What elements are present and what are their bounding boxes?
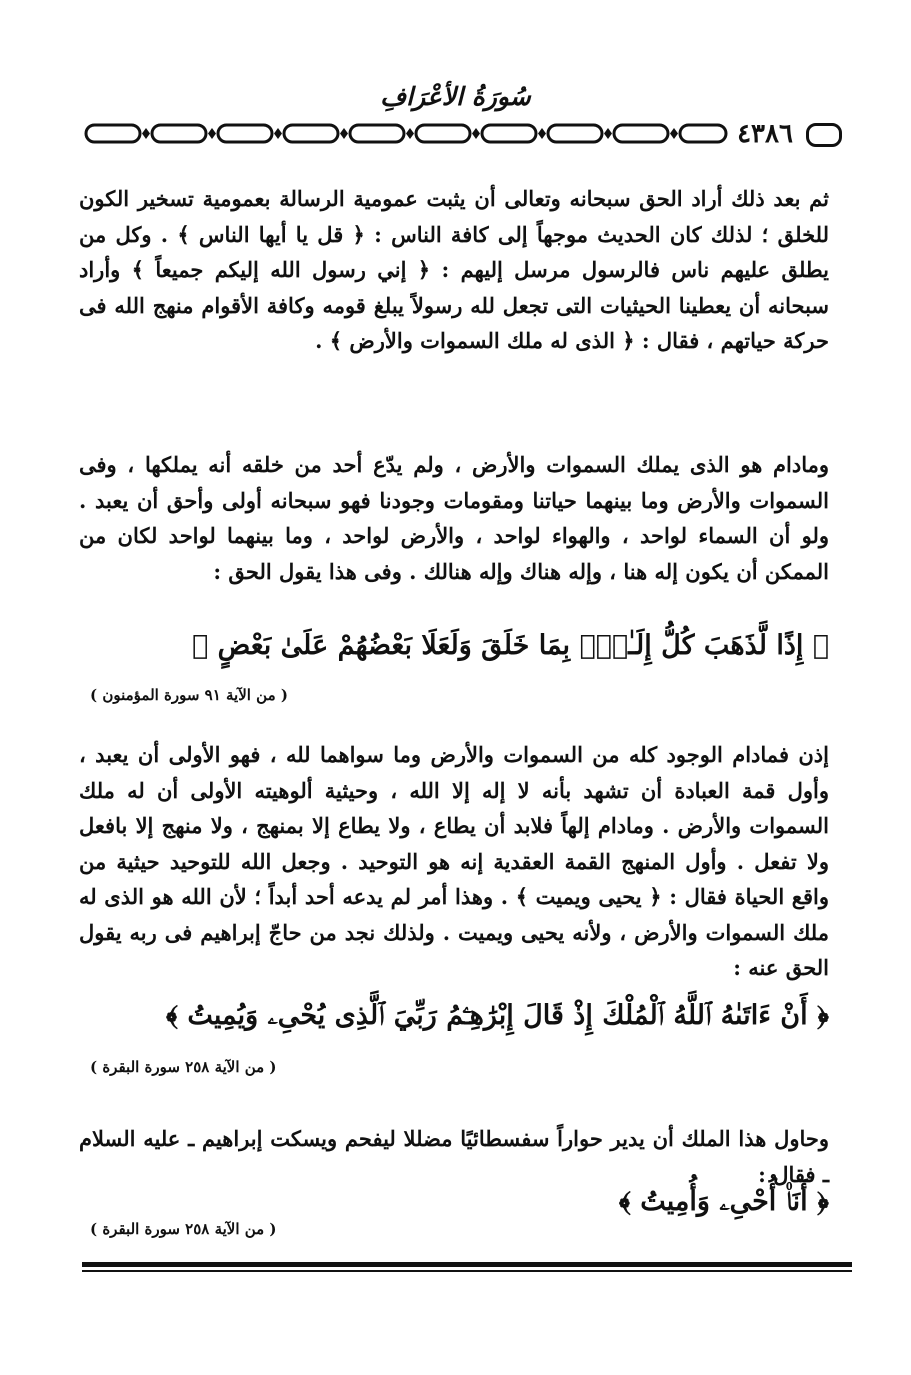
- footer-rule-thin: [82, 1270, 852, 1272]
- paragraph-2: ومادام هو الذى يملك السموات والأرض ، ولم يدّع أحد من خلقه أنه يملكها ، وفى السموات والأرض وما بينهما حياتنا ومقومات وجودنا فهو سبحانه أولى وأحق أن يعبد . ولو أن السماء لواحد ، والهواء لواحد ، والأرض لواحد ، وما بينهما لواحد لكان من الممكن أن يكون إله هنا ، وإله هناك وإله هنالك . وفى هذا يقول الحق :: [79, 452, 829, 584]
- verse-reference-1: ( من الآية ٩١ سورة المؤمنون ): [90, 686, 288, 704]
- footer-rule-thick: [82, 1262, 852, 1267]
- paragraph-1: ثم بعد ذلك أراد الحق سبحانه وتعالى أن يثبت عمومية الرسالة بعمومية تسخير الكون للخلق ؛ لذلك كان الحديث موجهاً إلى كافة الناس : ﴿ قل يا أيها الناس ﴾ . وكل من يطلق عليهم ناس فالرسول مرسل إليهم : ﴿ إني رسول الله إليكم جميعاً ﴾ وأراد سبحانه أن يعطينا الحيثيات التى تجعل لله رسولاً يبلغ قومه وكافة الأقوام منهج الله فى حركة حياتهم ، فقال : ﴿ الذى له ملك السموات والأرض ﴾ .: [79, 186, 829, 353]
- page-header: [82, 114, 842, 154]
- page-number-text: ٤٣٨٦: [737, 119, 793, 149]
- paragraph-3: إذن فمادام الوجود كله من السموات والأرض وما سواهما لله ، فهو الأولى أن يعبد ، وأول قمة العبادة أن تشهد بأنه لا إله إلا الله ، وحيثية ألوهيته الأولى أن له ملك السموات والأرض . ومادام إلهاً فلابد أن يطاع ، ولا يطاع إلا بمنهج ، ولا منهج إلا بافعل ولا تفعل . وأول المنهج القمة العقدية إنه هو التوحيد . وجعل الله للتوحيد حيثية من واقع الحياة فقال : ﴿ يحيى ويميت ﴾ . وهذا أمر لم يدعه أحد أبداً ؛ لأن الله هو الذى له ملك السموات والأرض ، ولأنه يحيى ويميت . ولذلك نجد من حاجّ إبراهيم فى ربه يقول الحق عنه :: [79, 742, 829, 980]
- page-number-cap-icon: [806, 123, 842, 147]
- verse-reference-3: ( من الآية ٢٥٨ سورة البقرة ): [90, 1220, 277, 1238]
- surah-title: سُورَةُ الأعْرَافِ: [380, 82, 531, 111]
- paragraph-4: وحاول هذا الملك أن يدير حواراً سفسطائيًا مضللا ليفحم ويسكت إبراهيم ـ عليه السلام ـ فقال :: [79, 1126, 829, 1187]
- quran-verse-2: ﴿ أَنْ ءَاتَىٰهُ ٱللَّهُ ٱلْمُلْكَ إِذْ قَالَ إِبْرَٰهِـۧمُ رَبِّيَ ٱلَّذِى يُحْىِۦ وَيُمِيتُ ﴾: [165, 1000, 829, 1031]
- quran-verse-1: ﴿ إِذًا لَّذَهَبَ كُلُّ إِلَـٰهٍۭ بِمَا خَلَقَ وَلَعَلَا بَعْضُهُمْ عَلَىٰ بَعْضٍ ﴾: [192, 630, 829, 661]
- verse-reference-2: ( من الآية ٢٥٨ سورة البقرة ): [90, 1058, 277, 1076]
- quran-verse-3: ﴿ أَنَا۠ أُحْىِۦ وَأُمِيتُ ﴾: [618, 1186, 829, 1217]
- page-number: [737, 114, 842, 154]
- chain-ornament: [82, 122, 732, 146]
